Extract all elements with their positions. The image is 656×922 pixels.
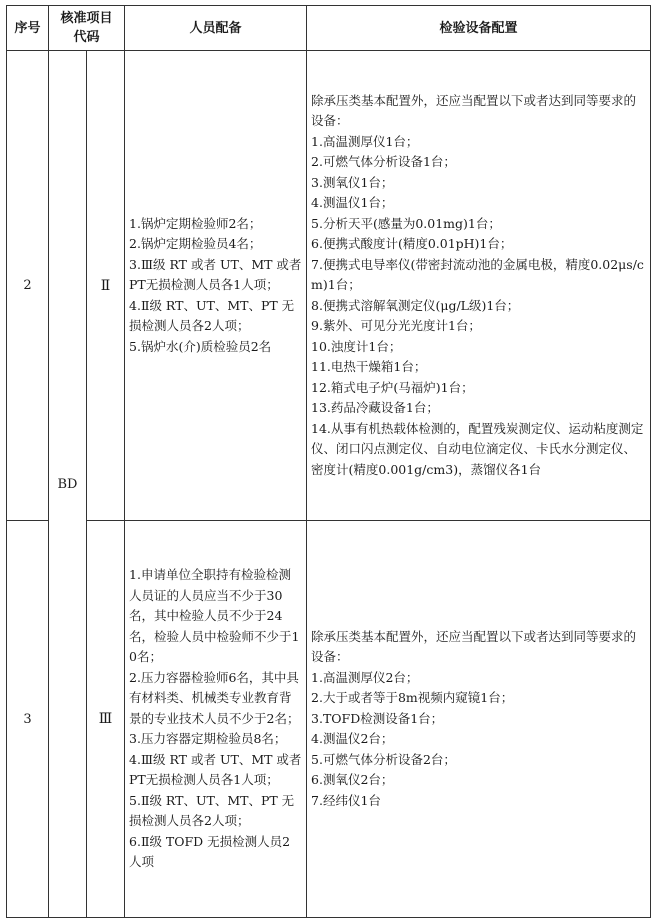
row-grade: Ⅲ bbox=[87, 521, 125, 918]
inspection-requirements-table bbox=[6, 5, 651, 918]
equipment-line: 3.TOFD检测设备1台； bbox=[311, 710, 444, 726]
equipment-line: 12.箱式电子炉(马福炉)1台； bbox=[311, 379, 474, 395]
equipment-line: 13.药品冷藏设备1台； bbox=[311, 400, 439, 416]
equipment-line: 7.经纬仪1台 bbox=[311, 792, 381, 808]
equipment-line: 2.可燃气体分析设备1台； bbox=[311, 154, 456, 170]
staff-line: 6.Ⅱ级 TOFD 无损检测人员2人项 bbox=[129, 833, 291, 870]
equipment-line: 除承压类基本配置外，还应当配置以下或者达到同等要求的设备： bbox=[311, 628, 637, 665]
equipment-line: 1.高温测厚仪2台； bbox=[311, 669, 419, 685]
row-seq: 3 bbox=[7, 521, 49, 918]
row-seq: 2 bbox=[7, 51, 49, 521]
table-row bbox=[7, 51, 651, 521]
staff-line: 5.锅炉水(介)质检验员2名 bbox=[129, 338, 272, 354]
equipment-line: 除承压类基本配置外，还应当配置以下或者达到同等要求的设备： bbox=[311, 92, 637, 129]
equipment-line: 5.分析天平(感量为0.01mg)1台； bbox=[311, 215, 501, 231]
table-header-row bbox=[7, 6, 651, 51]
equipment-line: 7.便携式电导率仪(带密封流动池的金属电极，精度0.02μs/cm)1台； bbox=[311, 256, 644, 293]
row-staff-cell bbox=[125, 51, 307, 521]
staff-line: 1.锅炉定期检验师2名； bbox=[129, 215, 262, 231]
equipment-line: 14.从事有机热载体检测的，配置残炭测定仪、运动粘度测定仪、闭口闪点测定仪、自动电位滴定仪、卡氏水分测定仪、密度计(精度0.001g/cm3)，蒸馏仪各1台 bbox=[311, 420, 644, 477]
equipment-line: 6.测氧仪2台； bbox=[311, 772, 394, 788]
row-equipment-cell bbox=[307, 51, 651, 521]
row-staff-cell bbox=[125, 521, 307, 918]
staff-line: 5.Ⅱ级 RT、UT、MT、PT 无损检测人员各2人项； bbox=[129, 792, 295, 829]
equipment-line: 6.便携式酸度计(精度0.01pH)1台； bbox=[311, 236, 513, 252]
staff-line: 4.Ⅲ级 RT 或者 UT、MT 或者PT无损检测人员各1人项； bbox=[129, 751, 302, 788]
equipment-line: 4.测温仪1台； bbox=[311, 195, 394, 211]
staff-line: 4.Ⅱ级 RT、UT、MT、PT 无损检测人员各2人项； bbox=[129, 297, 295, 334]
header-staff: 人员配备 bbox=[125, 6, 307, 51]
equipment-line: 5.可燃气体分析设备2台； bbox=[311, 751, 456, 767]
shared-code-cell: BD bbox=[49, 51, 87, 918]
header-code: 核准项目代码 bbox=[49, 6, 125, 51]
equipment-line: 8.便携式溶解氧测定仪(μg/L级)1台； bbox=[311, 297, 520, 313]
staff-line: 1.申请单位全职持有检验检测人员证的人员应当不少于30名，其中检验人员不少于24名，检验人员中检验师不少于10名； bbox=[129, 567, 300, 665]
equipment-line: 11.电热干燥箱1台； bbox=[311, 359, 427, 375]
header-equipment: 检验设备配置 bbox=[307, 6, 651, 51]
staff-line: 2.锅炉定期检验员4名； bbox=[129, 236, 262, 252]
equipment-line: 3.测氧仪1台； bbox=[311, 174, 394, 190]
equipment-line: 10.浊度计1台； bbox=[311, 338, 402, 354]
staff-line: 2.压力容器检验师6名，其中具有材料类、机械类专业教育背景的专业技术人员不少于2名； bbox=[129, 669, 300, 726]
equipment-line: 2.大于或者等于8m视频内窥镜1台； bbox=[311, 690, 514, 706]
equipment-line: 9.紫外、可见分光光度计1台； bbox=[311, 318, 481, 334]
header-seq: 序号 bbox=[7, 6, 49, 51]
equipment-line: 4.测温仪2台； bbox=[311, 731, 394, 747]
staff-line: 3.Ⅲ级 RT 或者 UT、MT 或者PT无损检测人员各1人项； bbox=[129, 256, 302, 293]
staff-line: 3.压力容器定期检验员8名； bbox=[129, 731, 287, 747]
table-row bbox=[7, 521, 651, 918]
row-grade: Ⅱ bbox=[87, 51, 125, 521]
equipment-line: 1.高温测厚仪1台； bbox=[311, 133, 419, 149]
row-equipment-cell bbox=[307, 521, 651, 918]
